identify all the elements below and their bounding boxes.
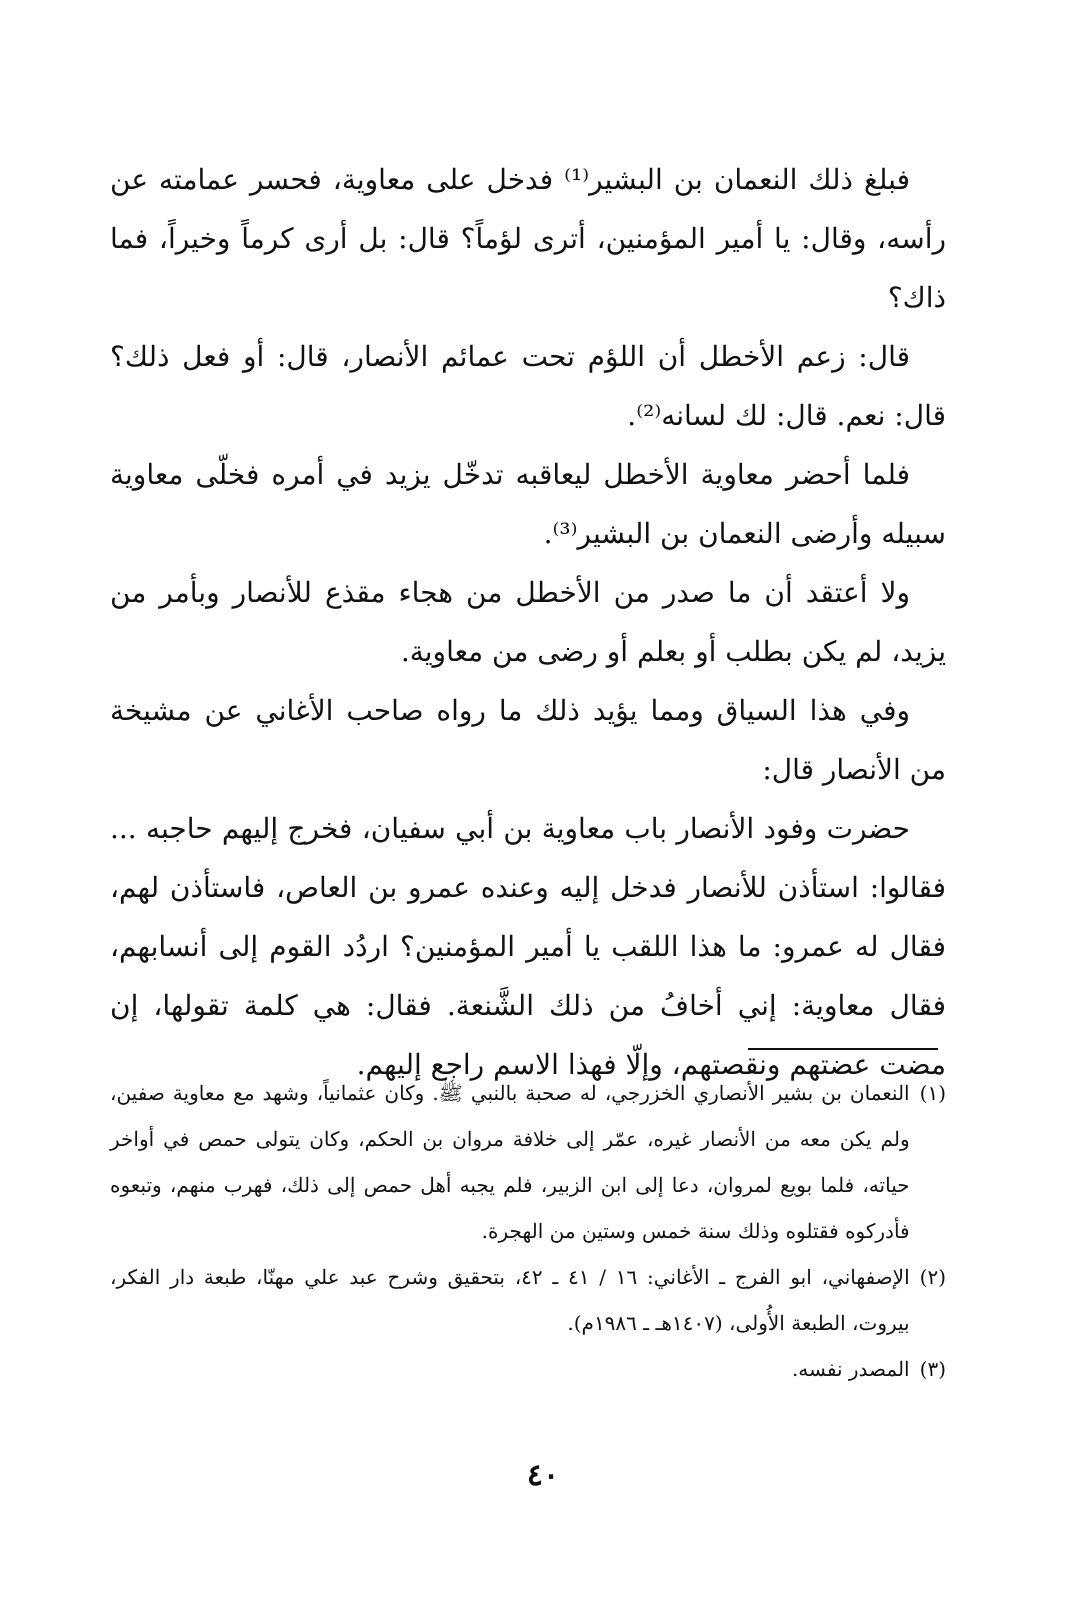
footnote-number: (٢) [919, 1265, 946, 1289]
footnote [110, 1070, 946, 1254]
footnote-number: (٣) [919, 1357, 946, 1381]
footnote-text: النعمان بن بشير الأنصاري الخزرجي، له صحبة بالنبي ﷺ. وكان عثمانياً، وشهد مع معاوية صفين، ولم يكن معه من الأنصار غيره، عمّر إلى خلافة مروان بن الحكم، وكان يتولى حمص في أواخر حياته، فلما بويع لمروان، دعا إلى ابن الزبير، فلم يجبه أهل حمص إلى ذلك، فهرب منهم، وتبعوه فأدركوه فقتلوه وذلك سنة خمس وستين من الهجرة. [110, 1081, 910, 1243]
footnote [110, 1254, 946, 1346]
paragraph: فبلغ ذلك النعمان بن البشير⁽¹⁾ فدخل على معاوية، فحسر عمامته عن رأسه، وقال: يا أمير المؤمنين، أترى لؤماً؟ قال: بل أرى كرماً وخيراً، فما ذاك؟ [110, 163, 946, 314]
footnotes [110, 1070, 946, 1392]
main-text [110, 150, 946, 1094]
quoted-paragraph: حضرت وفود الأنصار باب معاوية بن أبي سفيان، فخرج إليهم حاجبه ... فقالوا: استأذن للأنصار فدخل إليه وعنده عمرو بن العاص، فاستأذن لهم، فقال له عمرو: ما هذا اللقب يا أمير المؤمنين؟ اردُد القوم إلى أنسابهم، فقال معاوية: إني أخافُ من ذلك الشَّنعة. فقال: هي كلمة تقولها، إن مضت عضتهم ونقصتهم، وإلّا فهذا الاسم راجع إليهم. [110, 812, 946, 1081]
paragraph: فلما أحضر معاوية الأخطل ليعاقبه تدخّل يزيد في أمره فخلّى معاوية سبيله وأرضى النعمان بن البشير⁽³⁾. [110, 458, 946, 550]
paragraph: ولا أعتقد أن ما صدر من الأخطل من هجاء مقذع للأنصار وبأمر من يزيد، لم يكن بطلب أو بعلم أو رضى من معاوية. [110, 576, 946, 668]
paragraph: وفي هذا السياق ومما يؤيد ذلك ما رواه صاحب الأغاني عن مشيخة من الأنصار قال: [110, 694, 946, 786]
footnote-number: (١) [919, 1081, 946, 1105]
footnote-text: المصدر نفسه. [791, 1357, 910, 1381]
paragraph: قال: زعم الأخطل أن اللؤم تحت عمائم الأنصار، قال: أو فعل ذلك؟ قال: نعم. قال: لك لسانه⁽²⁾. [110, 340, 946, 432]
page-number: ٤٠ [526, 1458, 560, 1493]
footnote-text: الإصفهاني، ابو الفرج ـ الأغاني: ١٦ / ٤١ ـ ٤٢، بتحقيق وشرح عبد علي مهنّا، طبعة دار الفكر، بيروت، الطبعة الأُولى، (١٤٠٧هـ ـ ١٩٨٦م). [110, 1265, 910, 1335]
footnote-separator [748, 1048, 938, 1050]
footnote [110, 1346, 946, 1392]
